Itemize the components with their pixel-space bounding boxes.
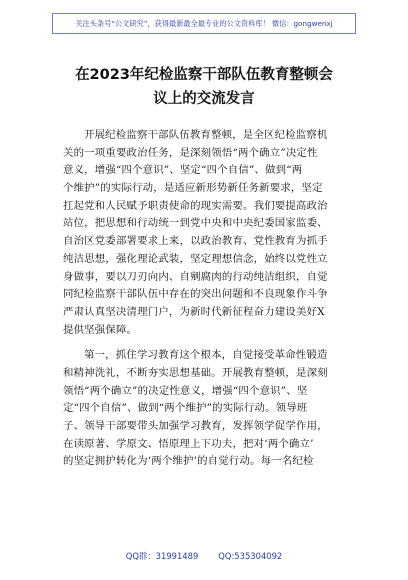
text-line: 站位，把思想和行动统一到党中央和中央纪委国家监委、 — [63, 217, 328, 230]
title-line-2: 议上的交流发言 — [153, 91, 255, 107]
text-line: 定“四个自信”、做到“两个维护”的实际行动。领导班 — [63, 402, 308, 415]
text-line: 个维护”的实际行动，是适应新形势新任务新要求，坚定 — [63, 182, 323, 195]
text-line: 在读原著、学原文、悟原理上下功夫，把对‘两个确立’ — [63, 437, 314, 450]
text-line: 同纪检监察干部队伍中存在的突出问题和不良现象作斗争 — [63, 288, 328, 301]
text-line: 扛起党和人民赋予职责使命的现实需要。我们要提高政治 — [63, 199, 328, 212]
paragraph-1 — [63, 127, 353, 339]
text-line: 身做事，要以刀刃向内、自剜腐肉的行动纯洁组织，自觉 — [63, 270, 328, 283]
text-line: 和精神洗礼，不断夯实思想基础。开展教育整顿，是深刻 — [63, 366, 328, 379]
footer-qq-group: QQ群：31991489 — [125, 551, 199, 561]
text-line: 第一，抓住学习教育这个根本，自觉接受革命性锻造 — [84, 349, 328, 362]
document-title — [40, 63, 368, 111]
text-line: 纯洁思想，强化理论武装，坚定理想信念，始终以党性立 — [63, 252, 328, 265]
text-line: 意义，增强“四个意识”、坚定“四个自信”、做到“两 — [63, 164, 303, 177]
footer — [0, 546, 408, 566]
title-line-1: 在2023年纪检监察干部队伍教育整顿会 — [75, 67, 333, 83]
document-body — [63, 127, 353, 479]
text-line: 严肃认真坚决清理门户，为新时代新征程奋力建设美好X — [63, 305, 325, 318]
footer-qq-id: QQ:535304092 — [218, 551, 283, 561]
text-line: 提供坚强保障。 — [63, 323, 138, 336]
text-line: 开展纪检监察干部队伍教育整顿，是全区纪检监察机 — [84, 129, 328, 141]
text-line: 领悟“两个确立”的决定性意义，增强“四个意识”、坚 — [63, 384, 308, 397]
paragraph-2 — [63, 347, 353, 471]
text-line: 关的一项重要政治任务，是深刻领悟“两个确立”决定性 — [63, 146, 318, 159]
text-line: 自治区党委部署要求上来，以政治教育、党性教育为抓手 — [63, 235, 328, 248]
header-banner: 关注头条号“公文研究”，获得最新最全最专业的公文资料库！ 微信：gongwenxj — [52, 13, 356, 34]
text-line: 子、领导干部要带头加强学习教育，发挥领学促学作用， — [63, 420, 328, 432]
text-line: 的坚定拥护转化为‘两个维护’的自觉行动。每一名纪检 — [63, 455, 314, 468]
